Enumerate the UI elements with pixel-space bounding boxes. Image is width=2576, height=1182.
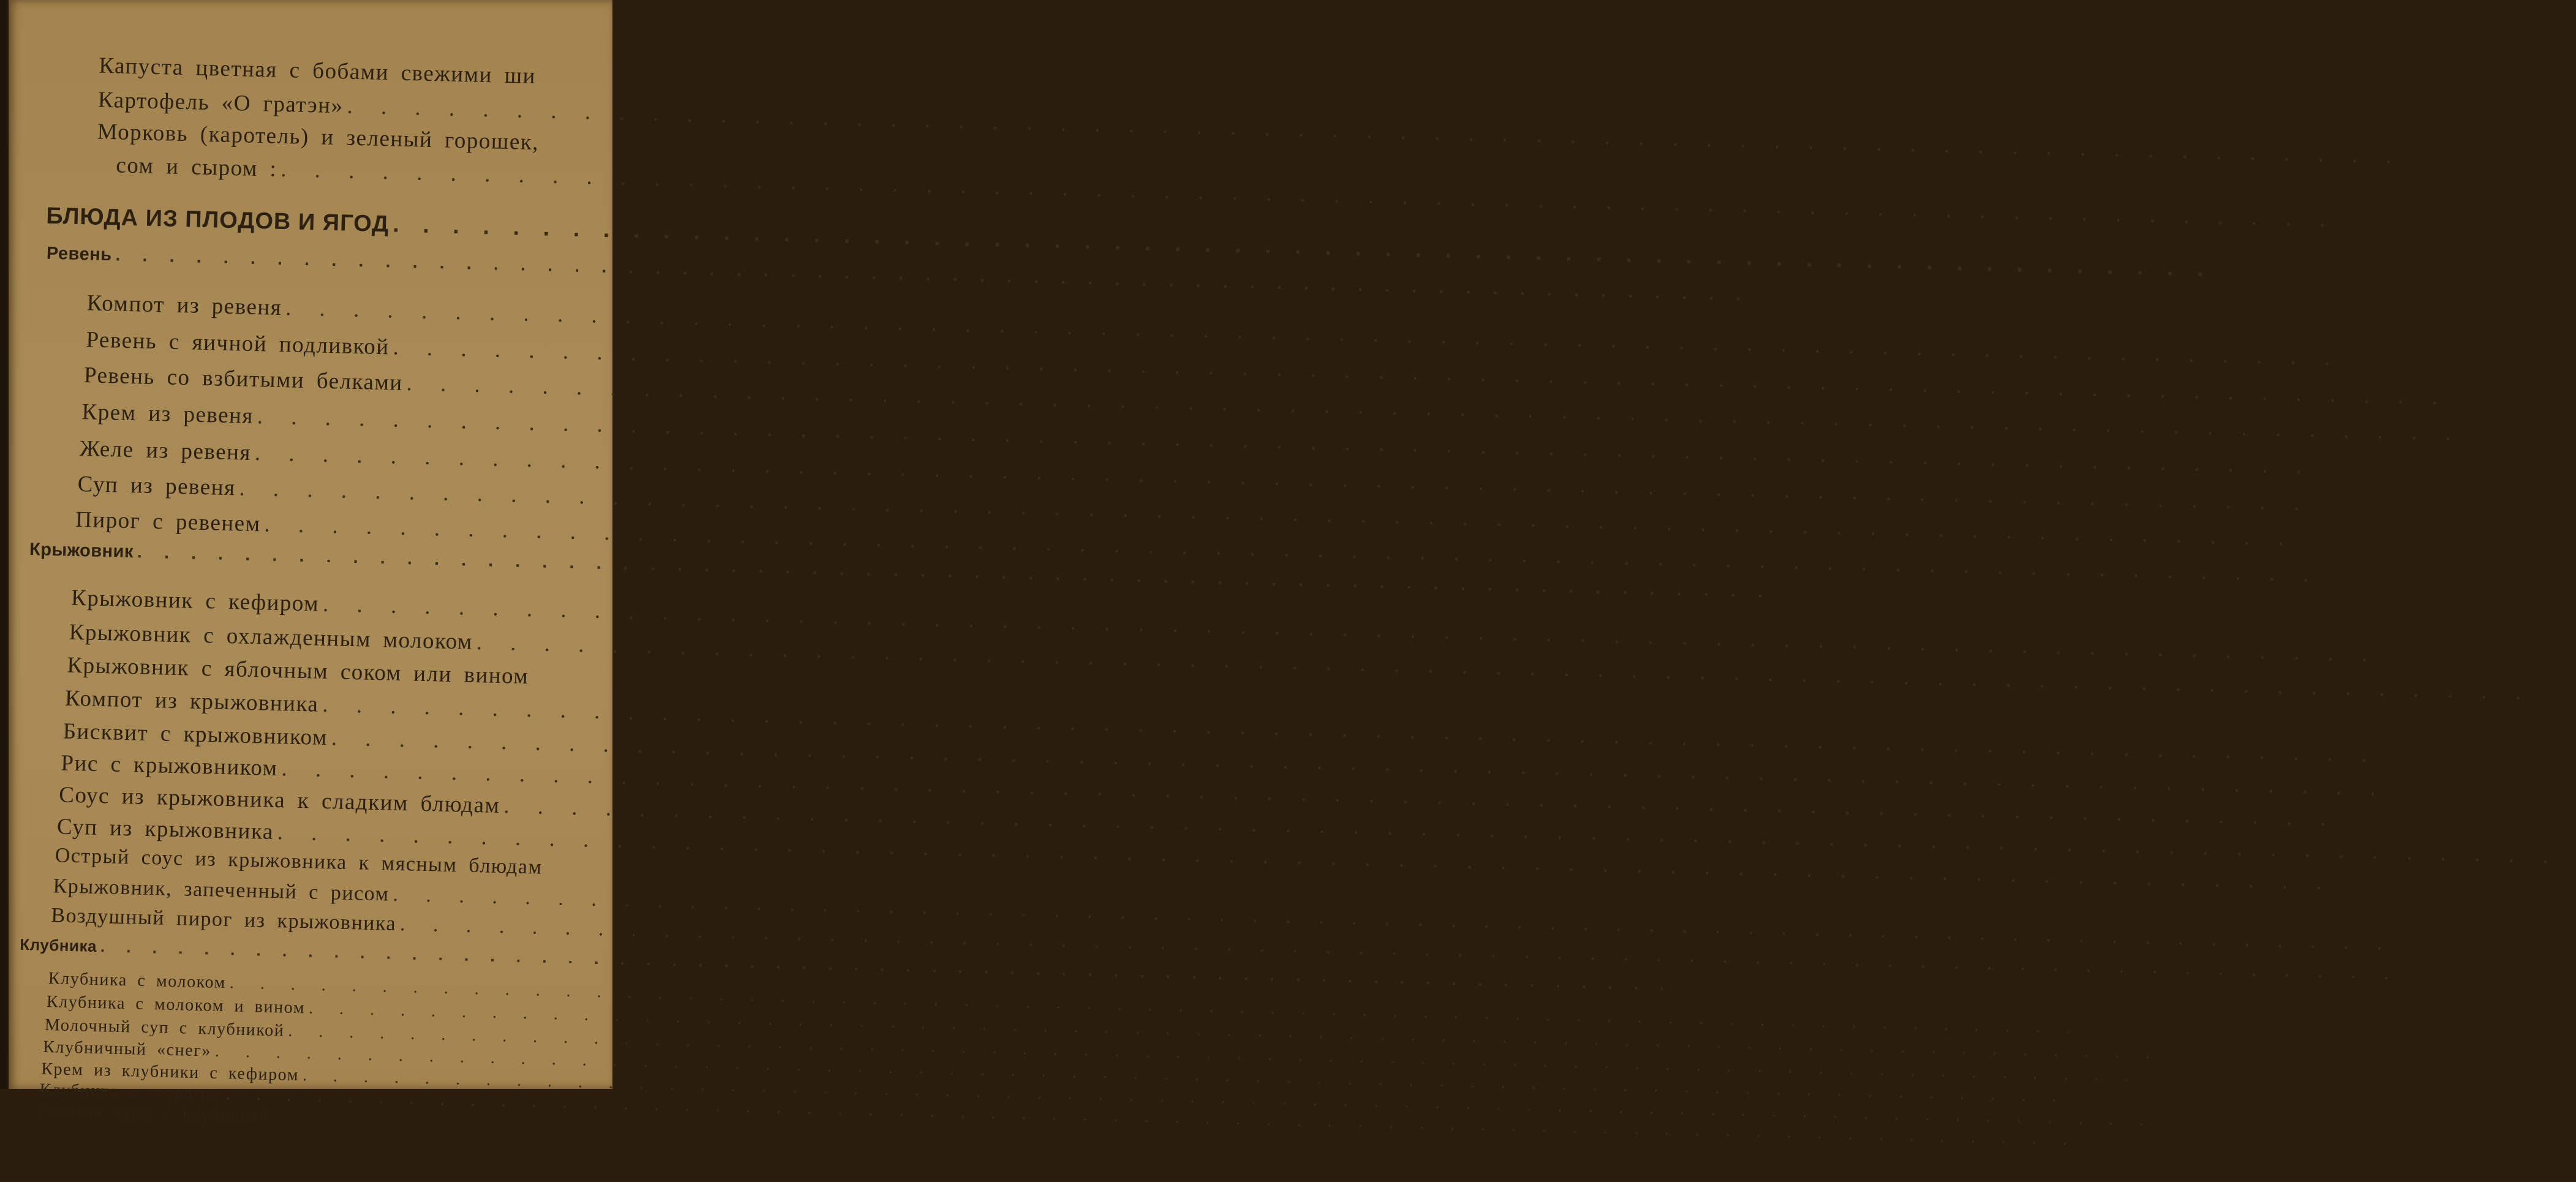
group-heading-text: Крыжовник <box>29 540 134 562</box>
toc-entry <box>71 585 598 624</box>
toc-entry <box>84 362 604 401</box>
group-heading-kryzhovnik <box>29 540 600 574</box>
dot-leader <box>347 93 2400 170</box>
section-heading <box>46 203 608 243</box>
toc-entry <box>69 619 597 658</box>
group-heading-text: Клубника <box>19 935 97 955</box>
toc-entry-text: Крыжовник, запеченный с рисом <box>53 875 390 906</box>
toc-entry-text: Крыжовник с охлажденным молоком <box>69 619 473 655</box>
toc-entry-text: Острый соус из крыжовника к мясным блюдам <box>55 844 543 879</box>
table-of-contents <box>0 0 612 1126</box>
toc-entry-text: Крем из ревеня <box>81 399 254 429</box>
toc-entry <box>99 53 626 92</box>
toc-entry-text: Клубника с молоком и вином <box>46 992 306 1018</box>
group-heading-text: Ревень <box>46 243 112 265</box>
toc-entry-text: Ревень со взбитыми белками <box>83 363 404 396</box>
toc-entry-text: Рис с крыжовником <box>61 750 279 781</box>
toc-entry-text: Желе из ревеня <box>79 436 252 465</box>
toc-entry-text: Клубника с молоком <box>48 969 227 993</box>
toc-entry <box>65 685 596 725</box>
toc-entry <box>75 506 600 546</box>
toc-entry-text: Клубничный «снег» <box>42 1037 212 1061</box>
toc-entry-text: Морковь (каротель) и зеленый горошек, <box>97 119 540 156</box>
toc-entry <box>86 326 604 366</box>
toc-entry-text: Крыжовник с кефиром <box>70 585 320 617</box>
toc-entry <box>51 904 590 940</box>
toc-entry-text: Рисовая каша с клубникой <box>37 1101 269 1126</box>
toc-entry <box>98 87 611 126</box>
toc-entry <box>86 290 605 329</box>
toc-entry-text: Клубника с творогом <box>39 1080 223 1104</box>
toc-entry <box>67 652 597 691</box>
toc-entry-text: Капуста цветная с бобами свежими ши <box>98 53 537 89</box>
toc-entry-text: Суп из крыжовника <box>56 814 274 845</box>
toc-entry <box>77 471 601 510</box>
toc-entry <box>97 119 624 158</box>
toc-entry <box>80 435 602 475</box>
toc-entry <box>81 399 603 438</box>
toc-entry-text: сом и сыром : <box>115 152 277 182</box>
toc-entry-text: Воздушный пирог из крыжовника <box>51 904 397 935</box>
toc-entry-text: Молочный суп с клубникой <box>44 1015 285 1041</box>
toc-entry-text: Крем из клубники с кефиром <box>40 1059 299 1085</box>
toc-entry-text: Соус из крыжовника к сладким блюдам <box>58 782 500 818</box>
toc-entry <box>116 152 609 190</box>
toc-entry-text: Пирог с ревенем <box>75 506 262 537</box>
toc-entry-text: Компот из ревеня <box>86 290 282 321</box>
toc-entry-text: Картофель «О гратэн» <box>97 87 344 119</box>
section-heading-text: БЛЮДА ИЗ ПЛОДОВ И ЯГОД <box>45 203 390 238</box>
book-page <box>9 0 612 1126</box>
group-heading-revene <box>46 244 606 277</box>
toc-entry-text: Ревень с яичной подливкой <box>85 327 390 360</box>
toc-entry-text: Бисквит с крыжовником <box>62 718 328 751</box>
toc-entry-text: Крыжовник с яблочным соком или вином <box>66 652 529 690</box>
toc-entry-text: Суп из ревеня <box>77 471 236 501</box>
toc-entry-text: Компот из крыжовника <box>64 685 319 717</box>
group-heading-klubnika <box>20 935 589 968</box>
